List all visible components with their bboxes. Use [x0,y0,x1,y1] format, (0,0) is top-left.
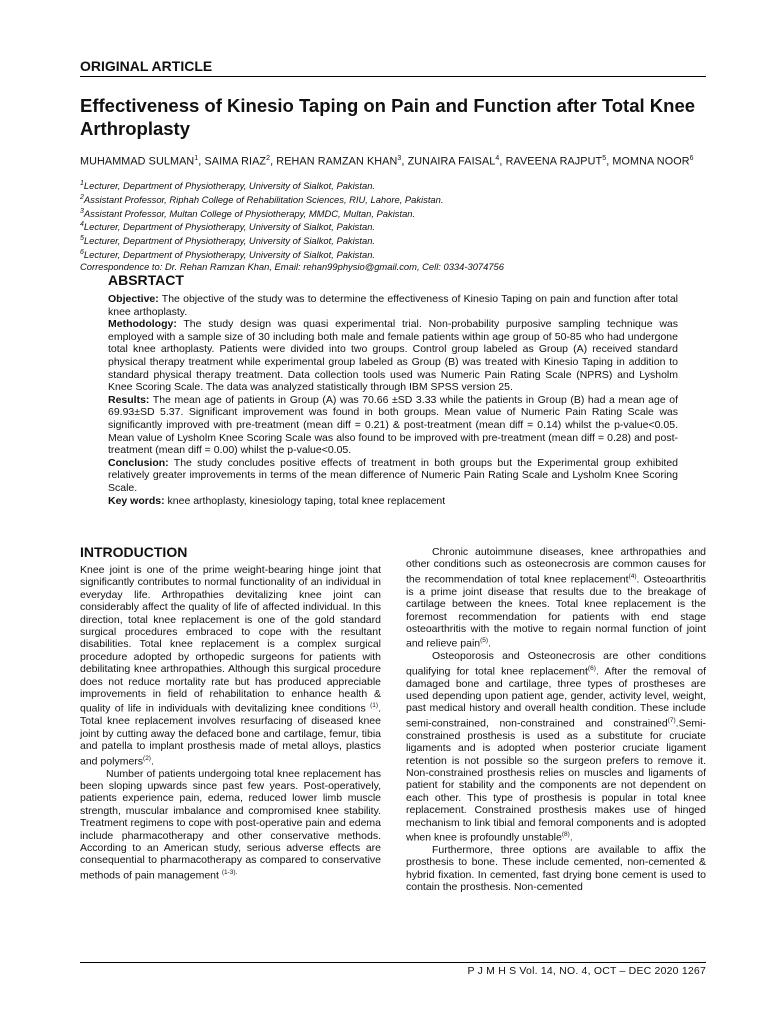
affiliation-item: $^1$Lecturer, Department of Physiotherapy, University of Sialkot, Pakistan. [80,180,376,192]
paragraph: Furthermore, three options are available to affix the prosthesis to bone. These include cemented, non-cemented & hybrid fixation. In cemented, fast drying bone cement is used to contain the prosthesis. Non-cemented [406,843,706,894]
abstract-methodology: Methodology: The study design was quasi experimental trial. Non-probability purposive sampling technique was employed with a sample size of 30 including both male and female patients within age group of 50-85 who had undergone total knee arthoplasty. Patients were divided into two groups. Control group labeled as Group (A) received standard physical therapy treatment while experimental group labeled as Group (B) was treated with Kinesio Taping in addition to standard physical therapy treatment. Data collection tools used was Numeric Pain Rating Scale (NPRS) and Lysholm Knee Scoring Scale. The data was analyzed statistically through IBM SPSS version 25. [108,318,678,394]
introduction-heading: INTRODUCTION [80,544,188,560]
citation: (1) [370,702,379,710]
abstract-keywords: Key words: knee arthoplasty, kinesiology taping, total knee replacement [108,494,446,507]
abstract-heading: ABSRTACT [108,272,184,288]
affiliation-item: $^2$Assistant Professor, Riphah College of Rehabilitation Sciences, RIU, Lahore, Pakistan. [80,193,444,205]
journal-footer: P J M H S Vol. 14, NO. 4, OCT – DEC 2020 1267 [467,965,706,977]
citation: (7) [667,716,676,724]
affiliation-item: $^3$Assistant Professor, Multan College of Physiotherapy, MMDC, Multan, Pakistan. [80,207,416,219]
affiliation-item: $^4$Lecturer, Department of Physiotherapy, University of Sialkot, Pakistan. [80,221,376,233]
paragraph: Knee joint is one of the prime weight-bearing hinge joint that significantly contributes to normal functionality of an individual in everyday life. Arthropathies devitalizing knee joint can considerably affect the quality of life of affected individual. In this direction, total knee replacement is one of the gold standard surgical procedures embraced to cope with the resultant disabilities. Total knee replacement is a complex surgical procedure adopted by orthopedic surgeons for patients with debilitating knee arthropathies. Although this surgical procedure does not reduce mortality rate but has produced appreciable improvements in field of rehabilitation to enhance health & quality of life in individuals with devitalizing knee conditions $^{(1)}$. Total knee replacement involves resurfacing of diseased knee joint by cutting away the defaced bone and cartilage, femur, tibia and patella to implant prosthesis made of metal alloys, plastics and polymers$^{(2)}$. [80,564,381,768]
paragraph: Osteoporosis and Osteonecrosis are other conditions qualifying for total knee replacement$^{(6)}$. After the removal of damaged bone and cartilage, three types of prostheses are used depending upon patient age, gender, activity level, weight, past medical history and overall health condition. These include semi-constrained, non-constrained and constrained$^{(7)}$.Semi-constrained prosthesis is used as a substitute for cruciate ligaments and is adopted when posterior cruciate ligament retention is not possible so the surgeon prefers to remove it. Non-constrained prosthesis relies on muscles and ligaments of patient for stability and the components are not dependent on each other. This type of prosthesis is popular in total knee replacement. Constrained prosthesis makes use of hinged mechanism to link tibial and femoral components and is adopted when knee is profoundly unstable$^{(8)}$. [406,650,706,844]
author-name: MUHAMMAD SULMAN [80,155,195,168]
top-divider [80,76,706,77]
abstract-results: Results: The mean age of patients in Group (A) was 70.66 ±SD 3.33 while the patients in Group (B) had a mean age of 69.93±SD 5.37. Significant improvement was found in both groups. Mean value of Numeric Pain Rating Scale was significantly improved with pre-treatment (mean diff = 0.21) & post-treatment (mean diff = 0.14) whilst the p-value<0.05. Mean value of Lysholm Knee Scoring Scale was also found to be improved with pre-treatment (mean diff = 0.28) and post-treatment (mean diff = 0.00) whilst the p-value<0.05. [108,393,678,457]
bottom-divider [80,962,706,963]
paragraph: Number of patients undergoing total knee replacement has been sloping upwards since past few years. Post-operatively, patients experience pain, edema, reduced lower limb muscle strength, muscular imbalance and compromised knee stability. Treatment regimens to cope with post-operative pain and edema include pharmacotherapy and other conservative methods. According to an American study, serious adverse effects are consequential to pharmacotherapy as compared to conservative methods of pain management $^{(1-3).}$ [80,767,381,882]
citation: (5) [480,637,489,645]
citation: (1-3). [221,868,238,876]
citation: (2) [143,754,151,762]
abstract-block [108,272,678,507]
body-column-left [80,544,381,882]
author-name: REHAN RAMZAN KHAN [276,155,398,168]
body-column-right [406,546,706,893]
citation: (8) [561,830,570,838]
author-name: ZUNAIRA FAISAL [407,155,496,168]
section-label: ORIGINAL ARTICLE [80,58,213,74]
article-title: Effectiveness of Kinesio Taping on Pain and Function after Total Knee Arthroplasty [80,95,696,139]
author-sup: 3 [397,155,402,162]
abstract-objective: Objective: The objective of the study was to determine the effectiveness of Kinesio Taping on pain and function after total knee arthoplasty. [108,293,678,318]
author-sup: 4 [495,155,500,162]
author-sup: 6 [689,155,694,162]
author-sup: 2 [266,155,271,162]
author-name: RAVEENA RAJPUT [505,155,603,168]
author-sup: 5 [602,155,607,162]
paragraph: Chronic autoimmune diseases, knee arthropathies and other conditions such as osteonecrosis are common causes for the recommendation of total knee replacement$^{(4)}$. Osteoarthritis is a prime joint disease that results due to the breakage of cartilage between the knees. Total knee replacement is the foremost recommendation for patients with end stage osteoarthritis with the motive to regain normal function of joint and relieve pain$^{(5)}$. [406,546,706,650]
author-name: SAIMA RIAZ [204,155,267,168]
affiliation-list [80,178,706,273]
affiliation-item: $^6$Lecturer, Department of Physiotherapy, University of Sialkot, Pakistan. [80,249,376,261]
citation: (4) [628,572,637,580]
author-sup: 1 [194,155,199,162]
author-name: MOMNA NOOR [612,155,690,168]
abstract-conclusion: Conclusion: The study concludes positive effects of treatment in both groups but the Experimental group exhibited relatively greater improvements in terms of the mean difference of Numeric Pain Rating Scale and Lysholm Knee Scoring Scale. [108,456,678,494]
correspondence: Correspondence to: Dr. Rehan Ramzan Khan, Email: rehan99physio@gmail.com, Cell: 0334-3074756 [80,260,504,272]
affiliation-item: $^5$Lecturer, Department of Physiotherapy, University of Sialkot, Pakistan. [80,235,376,247]
author-list: MUHAMMAD SULMAN$^1$, SAIMA RIAZ$^2$, REHAN RAMZAN KHAN$^3$, ZUNAIRA FAISAL$^4$, RAVEENA RAJPUT$^5$, MOMNA NOOR$^6$ [80,155,694,168]
citation: (6) [587,664,596,672]
